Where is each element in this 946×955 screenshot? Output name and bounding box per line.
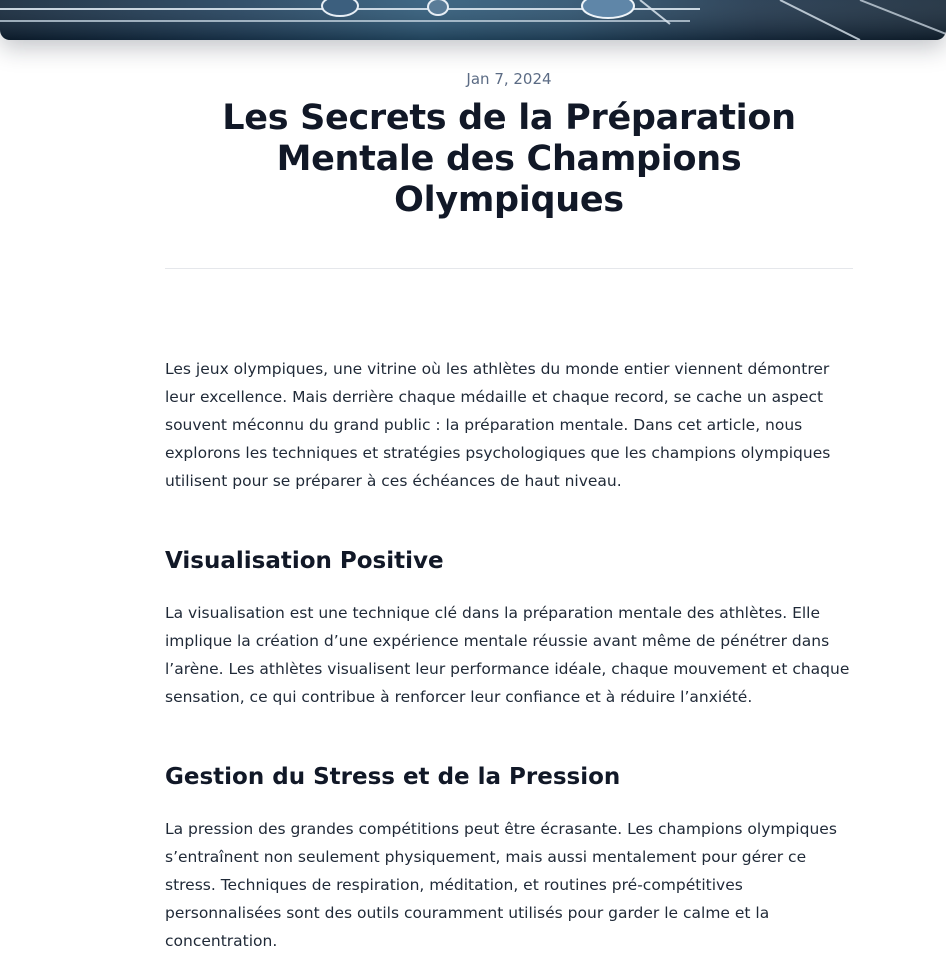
- section-paragraph-stress: La pression des grandes compétitions peut être écrasante. Les champions olympiques s’entraînent non seulement physiquement, mais aussi mentalement pour gérer ce stress. Techniques de respiration, méditation, et routines pré-compétitives personnalisées sont des outils couramment utilisés pour garder le calme et la concentration.: [165, 820, 837, 950]
- ball-shape: [582, 0, 634, 18]
- article-date: Jan 7, 2024: [466, 70, 552, 88]
- title-divider: [165, 268, 853, 269]
- hero-track-illustration: [0, 0, 946, 40]
- article-body: [165, 355, 853, 955]
- section-heading-stress: Gestion du Stress et de la Pression: [165, 764, 621, 790]
- section-heading-visualisation: Visualisation Positive: [165, 548, 444, 574]
- shoe-left-shape: [322, 0, 358, 16]
- shoe-right-shape: [428, 0, 448, 15]
- section-paragraph-visualisation: La visualisation est une technique clé dans la préparation mentale des athlètes. Elle implique la création d’une expérience mentale réussie avant même de pénétrer dans l’arène. Les athlètes visualisent leur performance idéale, chaque mouvement et chaque sensation, ce qui contribue à renforcer leur confiance et à réduire l’anxiété.: [165, 604, 850, 706]
- intro-paragraph: Les jeux olympiques, une vitrine où les athlètes du monde entier viennent démontrer leur excellence. Mais derrière chaque médaille et chaque record, se cache un aspect souvent méconnu du grand public : la préparation mentale. Dans cet article, nous explorons les techniques et stratégies psychologiques que les champions olympiques utilisent pour se préparer à ces échéances de haut niveau.: [165, 360, 831, 490]
- article-title: Les Secrets de la Préparation Mentale des Champions Olympiques: [222, 98, 796, 220]
- hero-image: [0, 0, 946, 40]
- article: [165, 66, 853, 955]
